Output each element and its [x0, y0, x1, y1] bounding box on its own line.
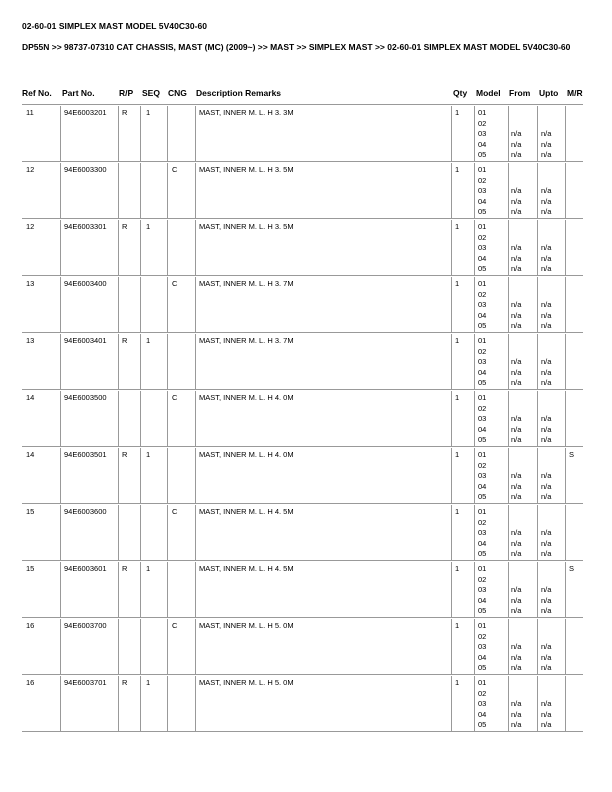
- column-divider: [508, 505, 509, 560]
- column-divider: [537, 676, 538, 731]
- column-divider: [565, 277, 566, 332]
- column-divider: [451, 391, 452, 446]
- column-header-rp: R/P: [119, 88, 134, 98]
- cell-ref: 14: [26, 393, 35, 402]
- cell-part: 94E6003501: [64, 450, 107, 459]
- column-divider: [60, 391, 61, 446]
- column-header-upto: Upto: [539, 88, 559, 98]
- cell-part: 94E6003201: [64, 108, 107, 117]
- cell-models: 01 02 03 04 05: [478, 507, 487, 558]
- cell-models: 01 02 03 04 05: [478, 678, 487, 729]
- column-divider: [537, 163, 538, 218]
- column-divider: [195, 448, 196, 503]
- cell-from: n/a n/a n/a: [511, 243, 522, 273]
- cell-qty: 1: [455, 165, 460, 174]
- cell-ref: 15: [26, 507, 35, 516]
- column-divider: [118, 163, 119, 218]
- column-divider: [451, 619, 452, 674]
- cell-cng: C: [172, 165, 178, 174]
- cell-models: 01 02 03 04 05: [478, 393, 487, 444]
- cell-desc: MAST, INNER M. L. H 3. 5M: [199, 165, 294, 174]
- cell-upto: n/a n/a n/a: [541, 471, 552, 501]
- cell-seq: 1: [146, 564, 151, 573]
- column-divider: [118, 277, 119, 332]
- column-divider: [508, 334, 509, 389]
- column-divider: [140, 220, 141, 275]
- cell-models: 01 02 03 04 05: [478, 222, 487, 273]
- cell-seq: 1: [146, 108, 151, 117]
- column-header-desc: Description Remarks: [196, 88, 282, 98]
- column-divider: [60, 676, 61, 731]
- column-divider: [508, 277, 509, 332]
- column-divider: [195, 220, 196, 275]
- cell-qty: 1: [455, 108, 460, 117]
- column-divider: [508, 391, 509, 446]
- cell-desc: MAST, INNER M. L. H 3. 3M: [199, 108, 294, 117]
- cell-qty: 1: [455, 450, 460, 459]
- cell-from: n/a n/a n/a: [511, 414, 522, 444]
- row-rule: [22, 617, 583, 618]
- column-header-qty: Qty: [453, 88, 468, 98]
- cell-rp: R: [122, 108, 128, 117]
- cell-rp: R: [122, 222, 128, 231]
- cell-ref: 16: [26, 621, 35, 630]
- cell-ref: 14: [26, 450, 35, 459]
- column-divider: [474, 676, 475, 731]
- column-divider: [140, 391, 141, 446]
- column-divider: [474, 448, 475, 503]
- column-divider: [118, 562, 119, 617]
- column-divider: [508, 163, 509, 218]
- column-divider: [140, 277, 141, 332]
- column-divider: [167, 505, 168, 560]
- cell-rp: R: [122, 564, 128, 573]
- column-divider: [167, 220, 168, 275]
- column-divider: [167, 163, 168, 218]
- cell-models: 01 02 03 04 05: [478, 564, 487, 615]
- row-rule: [22, 503, 583, 504]
- column-divider: [140, 163, 141, 218]
- cell-qty: 1: [455, 222, 460, 231]
- breadcrumb: DP55N >> 98737-07310 CAT CHASSIS, MAST (MC) (2009~) >> MAST >> SIMPLEX MAST >> 02-60-01 SIMPLEX MAST MODEL 5V40C30-60: [22, 42, 571, 52]
- column-header-ref: Ref No.: [22, 88, 52, 98]
- row-rule: [22, 731, 583, 732]
- cell-from: n/a n/a n/a: [511, 528, 522, 558]
- cell-models: 01 02 03 04 05: [478, 450, 487, 501]
- cell-ref: 12: [26, 222, 35, 231]
- column-divider: [474, 619, 475, 674]
- column-divider: [195, 391, 196, 446]
- cell-desc: MAST, INNER M. L. H 4. 5M: [199, 507, 294, 516]
- cell-qty: 1: [455, 621, 460, 630]
- column-divider: [474, 391, 475, 446]
- column-divider: [537, 619, 538, 674]
- cell-part: 94E6003600: [64, 507, 107, 516]
- column-divider: [118, 220, 119, 275]
- column-divider: [195, 505, 196, 560]
- cell-desc: MAST, INNER M. L. H 5. 0M: [199, 621, 294, 630]
- cell-from: n/a n/a n/a: [511, 699, 522, 729]
- column-divider: [508, 448, 509, 503]
- cell-from: n/a n/a n/a: [511, 186, 522, 216]
- cell-seq: 1: [146, 222, 151, 231]
- column-divider: [140, 505, 141, 560]
- column-divider: [167, 106, 168, 161]
- column-divider: [167, 619, 168, 674]
- cell-rp: R: [122, 678, 128, 687]
- cell-cng: C: [172, 621, 178, 630]
- column-divider: [60, 562, 61, 617]
- column-divider: [60, 334, 61, 389]
- cell-ref: 16: [26, 678, 35, 687]
- column-divider: [565, 334, 566, 389]
- row-rule: [22, 389, 583, 390]
- column-divider: [474, 106, 475, 161]
- cell-cng: C: [172, 507, 178, 516]
- column-divider: [474, 334, 475, 389]
- cell-part: 94E6003400: [64, 279, 107, 288]
- column-divider: [140, 106, 141, 161]
- column-header-part: Part No.: [62, 88, 95, 98]
- column-divider: [508, 106, 509, 161]
- column-divider: [474, 163, 475, 218]
- column-divider: [565, 391, 566, 446]
- column-divider: [140, 676, 141, 731]
- column-header-from: From: [509, 88, 531, 98]
- cell-qty: 1: [455, 393, 460, 402]
- cell-desc: MAST, INNER M. L. H 4. 0M: [199, 450, 294, 459]
- column-divider: [118, 334, 119, 389]
- column-divider: [195, 163, 196, 218]
- column-divider: [140, 448, 141, 503]
- cell-desc: MAST, INNER M. L. H 4. 5M: [199, 564, 294, 573]
- row-rule: [22, 218, 583, 219]
- column-divider: [565, 619, 566, 674]
- column-divider: [451, 676, 452, 731]
- cell-ref: 15: [26, 564, 35, 573]
- column-divider: [537, 505, 538, 560]
- cell-qty: 1: [455, 678, 460, 687]
- column-divider: [565, 106, 566, 161]
- column-divider: [167, 277, 168, 332]
- cell-models: 01 02 03 04 05: [478, 336, 487, 387]
- column-divider: [167, 448, 168, 503]
- column-divider: [60, 619, 61, 674]
- cell-from: n/a n/a n/a: [511, 471, 522, 501]
- column-divider: [451, 505, 452, 560]
- cell-seq: 1: [146, 336, 151, 345]
- cell-upto: n/a n/a n/a: [541, 585, 552, 615]
- cell-upto: n/a n/a n/a: [541, 357, 552, 387]
- cell-upto: n/a n/a n/a: [541, 528, 552, 558]
- column-divider: [451, 334, 452, 389]
- cell-from: n/a n/a n/a: [511, 642, 522, 672]
- cell-part: 94E6003601: [64, 564, 107, 573]
- column-divider: [60, 277, 61, 332]
- column-divider: [474, 220, 475, 275]
- column-divider: [140, 619, 141, 674]
- cell-ref: 12: [26, 165, 35, 174]
- column-divider: [537, 106, 538, 161]
- cell-ref: 13: [26, 279, 35, 288]
- cell-upto: n/a n/a n/a: [541, 129, 552, 159]
- cell-from: n/a n/a n/a: [511, 129, 522, 159]
- column-divider: [508, 619, 509, 674]
- column-divider: [451, 220, 452, 275]
- column-divider: [60, 220, 61, 275]
- column-divider: [118, 619, 119, 674]
- cell-cng: C: [172, 279, 178, 288]
- column-divider: [537, 562, 538, 617]
- column-divider: [167, 562, 168, 617]
- cell-part: 94E6003301: [64, 222, 107, 231]
- column-divider: [565, 220, 566, 275]
- column-divider: [474, 277, 475, 332]
- cell-from: n/a n/a n/a: [511, 585, 522, 615]
- column-divider: [451, 562, 452, 617]
- row-rule: [22, 275, 583, 276]
- column-divider: [118, 391, 119, 446]
- cell-desc: MAST, INNER M. L. H 5. 0M: [199, 678, 294, 687]
- cell-qty: 1: [455, 279, 460, 288]
- column-divider: [195, 619, 196, 674]
- column-divider: [195, 334, 196, 389]
- column-divider: [118, 448, 119, 503]
- cell-part: 94E6003401: [64, 336, 107, 345]
- column-divider: [118, 676, 119, 731]
- column-divider: [60, 163, 61, 218]
- column-divider: [537, 220, 538, 275]
- page-title: 02-60-01 SIMPLEX MAST MODEL 5V40C30-60: [22, 21, 208, 31]
- cell-part: 94E6003300: [64, 165, 107, 174]
- cell-upto: n/a n/a n/a: [541, 699, 552, 729]
- cell-upto: n/a n/a n/a: [541, 414, 552, 444]
- column-divider: [118, 106, 119, 161]
- column-divider: [60, 106, 61, 161]
- row-rule: [22, 332, 583, 333]
- cell-from: n/a n/a n/a: [511, 300, 522, 330]
- column-divider: [537, 448, 538, 503]
- column-divider: [60, 448, 61, 503]
- column-divider: [508, 562, 509, 617]
- column-divider: [167, 676, 168, 731]
- column-divider: [140, 334, 141, 389]
- column-divider: [60, 505, 61, 560]
- cell-desc: MAST, INNER M. L. H 3. 7M: [199, 336, 294, 345]
- cell-desc: MAST, INNER M. L. H 3. 7M: [199, 279, 294, 288]
- column-divider: [118, 505, 119, 560]
- column-divider: [167, 391, 168, 446]
- column-divider: [537, 391, 538, 446]
- column-divider: [195, 106, 196, 161]
- cell-models: 01 02 03 04 05: [478, 621, 487, 672]
- column-divider: [565, 676, 566, 731]
- cell-rp: R: [122, 450, 128, 459]
- row-rule: [22, 560, 583, 561]
- cell-part: 94E6003701: [64, 678, 107, 687]
- column-divider: [537, 277, 538, 332]
- cell-upto: n/a n/a n/a: [541, 300, 552, 330]
- column-divider: [565, 163, 566, 218]
- cell-ref: 11: [26, 108, 34, 117]
- column-divider: [508, 676, 509, 731]
- cell-ref: 13: [26, 336, 35, 345]
- cell-mr: S: [569, 450, 575, 459]
- cell-rp: R: [122, 336, 128, 345]
- header-rule: [22, 104, 583, 105]
- column-divider: [474, 562, 475, 617]
- cell-qty: 1: [455, 564, 460, 573]
- cell-qty: 1: [455, 507, 460, 516]
- cell-desc: MAST, INNER M. L. H 3. 5M: [199, 222, 294, 231]
- cell-seq: 1: [146, 678, 151, 687]
- column-divider: [565, 505, 566, 560]
- column-divider: [565, 448, 566, 503]
- cell-upto: n/a n/a n/a: [541, 186, 552, 216]
- cell-upto: n/a n/a n/a: [541, 243, 552, 273]
- column-divider: [167, 334, 168, 389]
- column-divider: [537, 334, 538, 389]
- cell-models: 01 02 03 04 05: [478, 108, 487, 159]
- cell-part: 94E6003700: [64, 621, 107, 630]
- column-divider: [451, 277, 452, 332]
- cell-models: 01 02 03 04 05: [478, 165, 487, 216]
- cell-part: 94E6003500: [64, 393, 107, 402]
- column-divider: [195, 676, 196, 731]
- column-divider: [195, 277, 196, 332]
- column-divider: [474, 505, 475, 560]
- column-header-model: Model: [476, 88, 501, 98]
- cell-seq: 1: [146, 450, 151, 459]
- column-header-mr: M/R: [567, 88, 583, 98]
- column-divider: [451, 163, 452, 218]
- column-divider: [451, 106, 452, 161]
- cell-from: n/a n/a n/a: [511, 357, 522, 387]
- column-divider: [565, 562, 566, 617]
- cell-mr: S: [569, 564, 575, 573]
- column-header-seq: SEQ: [142, 88, 160, 98]
- cell-models: 01 02 03 04 05: [478, 279, 487, 330]
- column-divider: [451, 448, 452, 503]
- column-header-cng: CNG: [168, 88, 187, 98]
- row-rule: [22, 674, 583, 675]
- cell-desc: MAST, INNER M. L. H 4. 0M: [199, 393, 294, 402]
- row-rule: [22, 446, 583, 447]
- column-divider: [140, 562, 141, 617]
- column-divider: [508, 220, 509, 275]
- cell-qty: 1: [455, 336, 460, 345]
- cell-cng: C: [172, 393, 178, 402]
- cell-upto: n/a n/a n/a: [541, 642, 552, 672]
- row-rule: [22, 161, 583, 162]
- column-divider: [195, 562, 196, 617]
